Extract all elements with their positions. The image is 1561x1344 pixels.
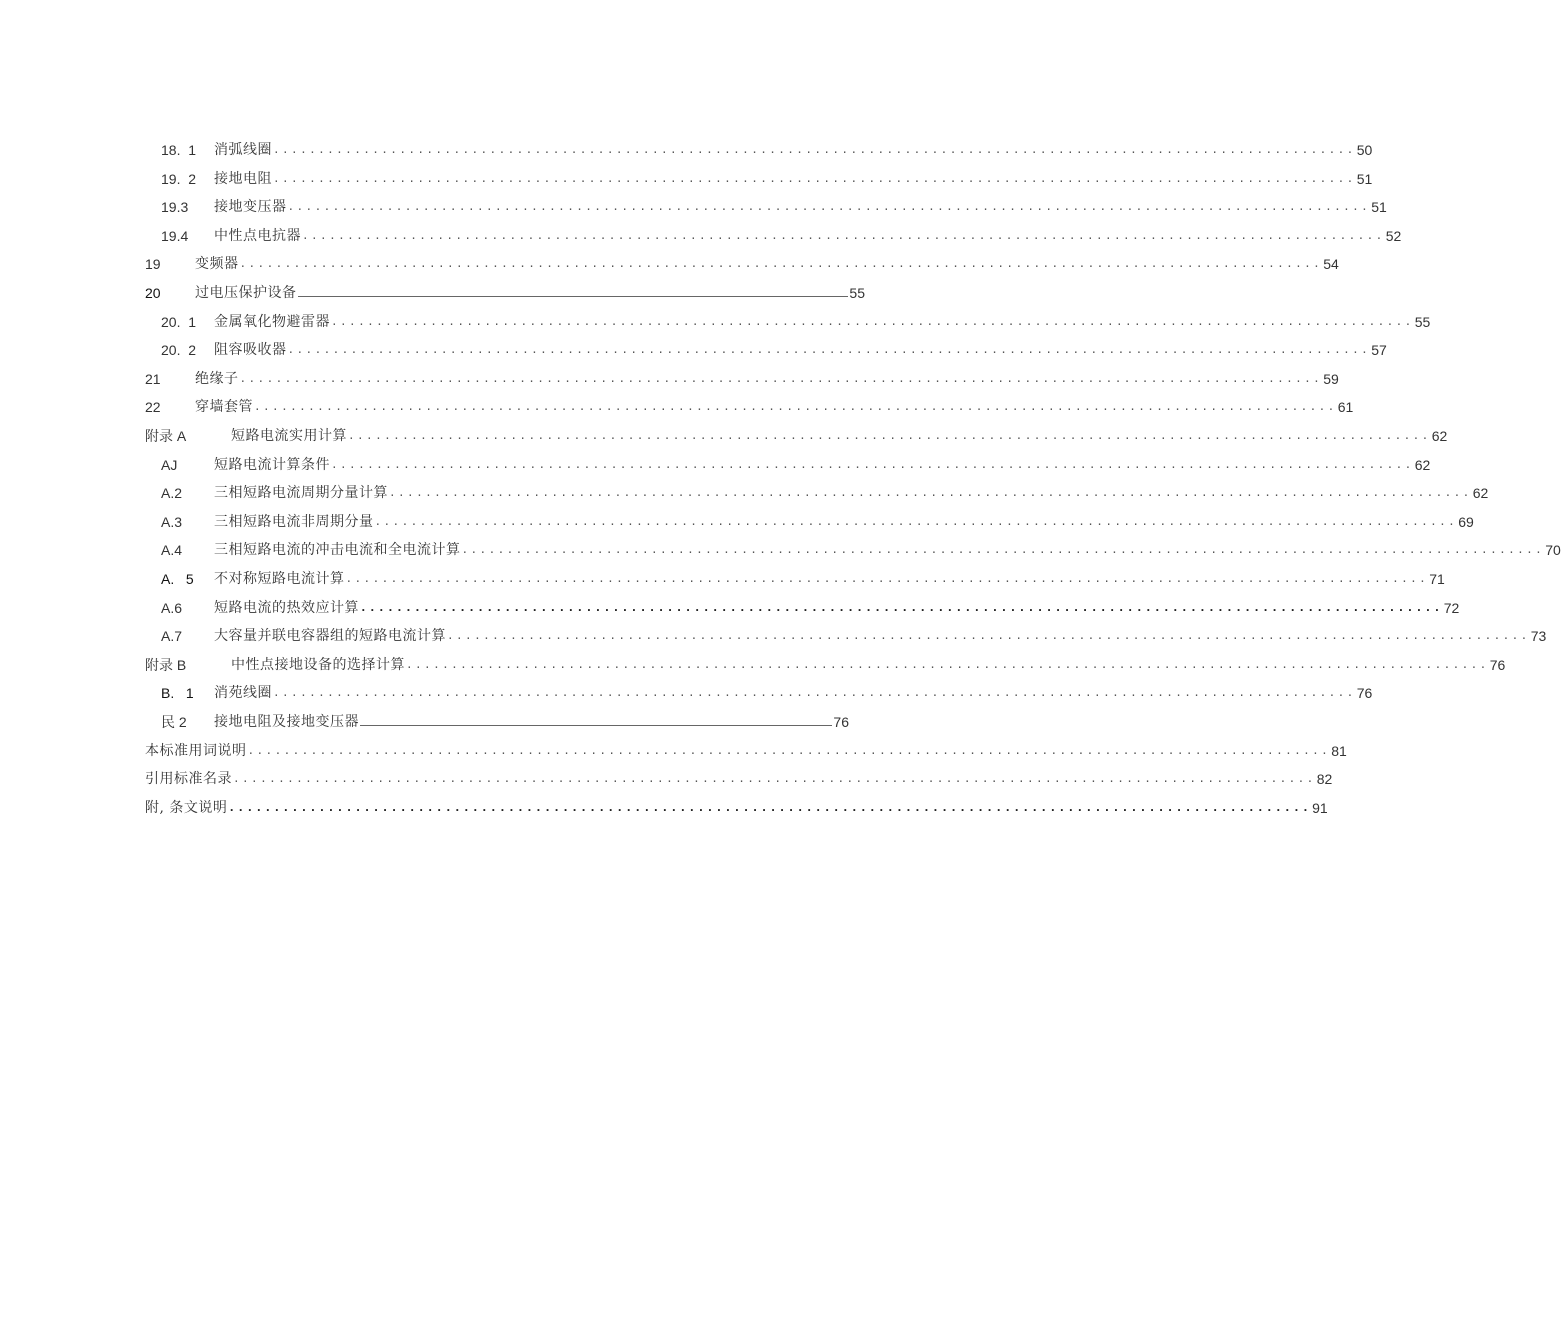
toc-entry[interactable] — [145, 731, 1347, 759]
toc-entry-number: 20. 1 — [161, 313, 197, 330]
toc-entry[interactable] — [161, 187, 1387, 216]
toc-entry-page: 51 — [1371, 199, 1387, 216]
dot-leader: ........................................................................................................................ — [302, 228, 1385, 242]
toc-entry[interactable] — [145, 759, 1333, 788]
toc-entry[interactable] — [161, 502, 1474, 530]
toc-entry-page: 62 — [1431, 428, 1448, 444]
toc-entry[interactable] — [161, 473, 1489, 502]
toc-entry-number: A.6 — [161, 599, 183, 616]
toc-entry-number: 19.4 — [161, 227, 189, 244]
toc-entry[interactable] — [145, 273, 865, 301]
toc-entry-page: 71 — [1429, 571, 1445, 587]
toc-entry-page: 76 — [833, 714, 849, 730]
dot-leader: ........................................................................................................................ — [273, 171, 1356, 185]
toc-entry-page: 69 — [1458, 513, 1474, 530]
toc-entry-page: 82 — [1316, 771, 1333, 788]
toc-entry-number: A.3 — [161, 513, 183, 530]
toc-entry-title: 短路电流实用计算 — [231, 428, 347, 444]
toc-entry[interactable] — [161, 216, 1402, 244]
dot-leader: ........................................................................................................................ — [273, 686, 1356, 700]
dot-leader: ........................................................................................................................ — [461, 543, 1545, 557]
toc-entry-title: 消弧线圈 — [214, 142, 272, 158]
line-leader — [360, 715, 832, 726]
toc-entry[interactable] — [161, 330, 1387, 359]
toc-entry[interactable] — [145, 244, 1339, 273]
toc-entry-page: 76 — [1356, 685, 1373, 702]
toc-entry-number: 19 — [145, 256, 161, 273]
toc-entry-number: A.4 — [161, 542, 183, 559]
toc-entry-number: 20 — [145, 285, 161, 301]
toc-entry-title: 中性点电抗器 — [214, 227, 301, 244]
dot-leader: ........................................................................................................................ — [348, 429, 1431, 442]
toc-entry-page: 91 — [1312, 799, 1328, 816]
dot-leader: ........................................................................................................................ — [406, 657, 1489, 671]
dot-leader: ........................................................................................................................ — [287, 200, 1371, 214]
toc-entry[interactable] — [145, 416, 1448, 444]
dot-leader: ........................................................................................................................ — [447, 629, 1530, 643]
dot-leader: ........................................................................................................................ — [360, 600, 1443, 614]
toc-entry-title: 绝缘子 — [195, 370, 239, 387]
toc-entry-title: 大容量并联电容器组的短路电流计算 — [214, 628, 446, 645]
dot-leader: ........................................................................................................................ — [331, 457, 1414, 471]
toc-entry[interactable] — [161, 302, 1431, 330]
toc-entry[interactable] — [161, 616, 1547, 645]
dot-leader: ........................................................................................................................ — [374, 514, 1458, 528]
toc-entry-page: 59 — [1323, 370, 1339, 387]
toc-entry-title: 附, 条文说明 — [145, 799, 228, 816]
dot-leader: ........................................................................................................................ — [233, 772, 1316, 786]
toc-entry-page: 73 — [1530, 628, 1547, 645]
toc-entry-page: 50 — [1356, 142, 1373, 158]
toc-entry-page: 72 — [1443, 599, 1460, 616]
toc-entry[interactable] — [161, 559, 1445, 587]
toc-entry-number: A.7 — [161, 628, 183, 645]
toc-entry-number: A. 5 — [161, 571, 194, 587]
toc-entry-page: 76 — [1489, 656, 1506, 673]
dot-leader: ........................................................................................................................ — [247, 743, 1331, 757]
toc-entry-title: 变频器 — [195, 256, 239, 273]
toc-entry-page: 62 — [1414, 456, 1431, 473]
toc-entry-title: 短路电流计算条件 — [214, 456, 330, 473]
toc-entry[interactable] — [161, 673, 1373, 702]
toc-entry-title: 短路电流的热效应计算 — [214, 599, 359, 616]
toc-entry-title: 三相短路电流非周期分量 — [214, 513, 374, 530]
toc-entry-title: 接地电阻及接地变压器 — [214, 714, 359, 730]
toc-entry-page: 62 — [1472, 485, 1489, 502]
toc-entry-number: 19. 2 — [161, 170, 197, 187]
dot-leader: ........................................................................................................................ — [273, 143, 1356, 156]
dot-leader: ........................................................................................................................ — [345, 572, 1429, 585]
toc-entry-page: 51 — [1356, 170, 1373, 187]
toc-entry-number: 附录 A — [145, 428, 187, 444]
toc-entry-title: 穿墙套管 — [195, 399, 253, 416]
dot-leader: ........................................................................................................................ — [331, 314, 1414, 328]
toc-entry-number: 民 2 — [161, 714, 187, 730]
toc-entry-title: 过电压保护设备 — [195, 285, 297, 301]
toc-entry-number: 21 — [145, 370, 161, 387]
toc-entry[interactable] — [161, 530, 1561, 559]
toc-entry[interactable] — [145, 645, 1506, 673]
toc-entry-title: 阻容吸收器 — [214, 342, 287, 359]
toc-entry-title: 本标准用词说明 — [145, 742, 247, 759]
dot-leader: ........................................................................................................................ — [389, 486, 1472, 500]
toc-entry-title: 中性点接地设备的选择计算 — [231, 656, 405, 673]
dot-leader: ........................................................................................................................ — [239, 257, 1323, 271]
line-leader — [298, 286, 849, 297]
toc-entry[interactable] — [161, 702, 849, 730]
toc-entry-number: 19.3 — [161, 199, 189, 216]
toc-entry-number: A.2 — [161, 485, 183, 502]
toc-entry-page: 57 — [1371, 342, 1387, 359]
toc-entry[interactable] — [161, 159, 1373, 187]
toc-entry[interactable] — [161, 445, 1431, 473]
toc-entry-number: 20. 2 — [161, 342, 197, 359]
toc-entry[interactable] — [161, 130, 1373, 158]
toc-entry-page: 55 — [1414, 313, 1431, 330]
toc-entry-title: 三相短路电流的冲击电流和全电流计算 — [214, 542, 461, 559]
toc-entry-title: 接地变压器 — [214, 199, 287, 216]
toc-entry[interactable] — [161, 588, 1460, 616]
toc-entry-title: 接地电阻 — [214, 170, 272, 187]
toc-entry-title: 三相短路电流周期分量计算 — [214, 485, 388, 502]
toc-entry-title: 引用标准名录 — [145, 771, 232, 788]
toc-entry-title: 不对称短路电流计算 — [214, 571, 345, 587]
toc-entry[interactable] — [145, 359, 1339, 387]
toc-entry-title: 消苑线圈 — [214, 685, 272, 702]
toc-entry-page: 81 — [1331, 742, 1347, 759]
dot-leader: ........................................................................................................................ — [254, 400, 1337, 414]
toc-entry-number: B. 1 — [161, 685, 194, 702]
dot-leader: ........................................................................................................................ — [239, 371, 1323, 385]
dot-leader: ........................................................................................................................ — [228, 800, 1312, 814]
dot-leader: ........................................................................................................................ — [287, 343, 1371, 357]
toc-entry-number: 22 — [145, 399, 161, 416]
toc-entry[interactable] — [145, 387, 1354, 416]
toc-entry-page: 54 — [1323, 256, 1339, 273]
toc-entry-page: 52 — [1385, 227, 1402, 244]
toc-entry-page: 55 — [849, 285, 865, 301]
toc-entry-page: 70 — [1545, 542, 1561, 559]
toc-entry-number: 附录 B — [145, 656, 187, 673]
toc-entry-number: 18. 1 — [161, 142, 197, 158]
toc-entry-title: 金属氧化物避雷器 — [214, 313, 330, 330]
toc-entry-page: 61 — [1337, 399, 1354, 416]
toc-entry[interactable] — [145, 788, 1328, 816]
toc-entry-number: AJ — [161, 456, 178, 473]
